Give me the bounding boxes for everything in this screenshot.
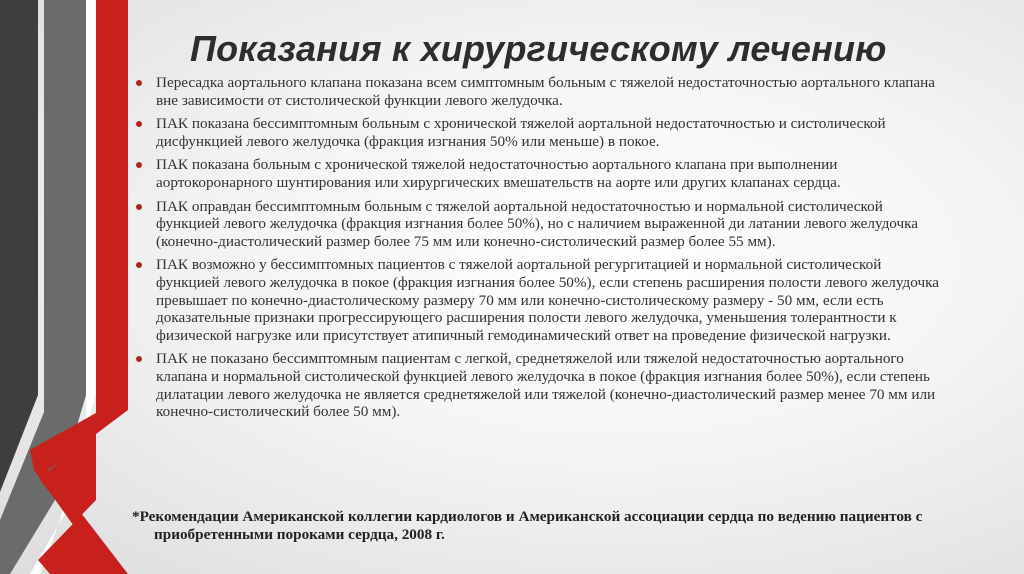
bullet-text: ПАК оправдан бессимптомным больным с тяжелой аортальной недостаточностью и нормальной систолической функцией левого желудочка (фракция изгнания более 50%), но с наличием выраженной ди латании левого желудочка (конечно-диастолический размер более 75 мм или конечно-систолический размер более 55 мм). [156,197,919,250]
footnote: *Рекомендации Американской коллегии кардиологов и Американской ассоциации сердца по ведению пациентов с приобретенными пороками сердца, 2008 г. [132,508,923,543]
list-item [132,115,942,150]
bullet-icon [136,204,142,210]
dark-stripe [0,0,38,492]
bullet-icon [136,121,142,127]
bullet-text: ПАК показана бессимптомным больным с хронической тяжелой аортальной недостаточностью и систолической дисфункцией левого желудочка (фракция изгнания 50% или меньше) в покое. [156,115,886,150]
list-item [132,198,942,251]
list-item [132,74,942,109]
list-item [132,156,942,191]
bullet-icon [136,356,142,362]
bullet-text: ПАК возможно у бессимптомных пациентов с тяжелой аортальной регургитацией и нормальной систолической функцией левого желудочка в покое (фракция изгнания более 50%), если степень расширения полости левого желудочка превышает по конечно-диастолическому размеру 70 мм или конечно-систолическому размеру - 50 мм, если есть доказательные признаки прогрессирующего расширения полости левого желудочка, уменьшения толерантности к физической нагрузке или присутствует атипичный гемодинамический ответ на проведение физической нагрузки. [156,256,939,344]
slide-title: Показания к хирургическому лечению [190,28,887,69]
list-item [132,256,942,344]
bullet-text: ПАК не показано бессимптомным пациентам с легкой, среднетяжелой или тяжелой недостаточностью аортального клапана и нормальной систолической функцией левого желудочка в покое (фракция изгнания более 50%), если степень дилатации левого желудочка не является среднетяжелой или тяжелой (конечно-диастолический размер менее 70 мм или конечно-систолический более 50 мм). [156,350,936,421]
bullet-icon [136,80,142,86]
list-item [132,350,942,420]
bullet-list [132,74,942,427]
bullet-text: Пересадка аортального клапана показана всем симптомным больным с тяжелой недостаточностью аортального клапана вне зависимости от систолической функции левого желудочка. [156,74,935,109]
bullet-text: ПАК показана больным с хронической тяжелой недостаточностью аортального клапана при выполнении аортокоронарного шунтирования или хирургических вмешательств на аорте или других клапанах сердца. [156,156,841,191]
bullet-icon [136,162,142,168]
bullet-icon [136,262,142,268]
